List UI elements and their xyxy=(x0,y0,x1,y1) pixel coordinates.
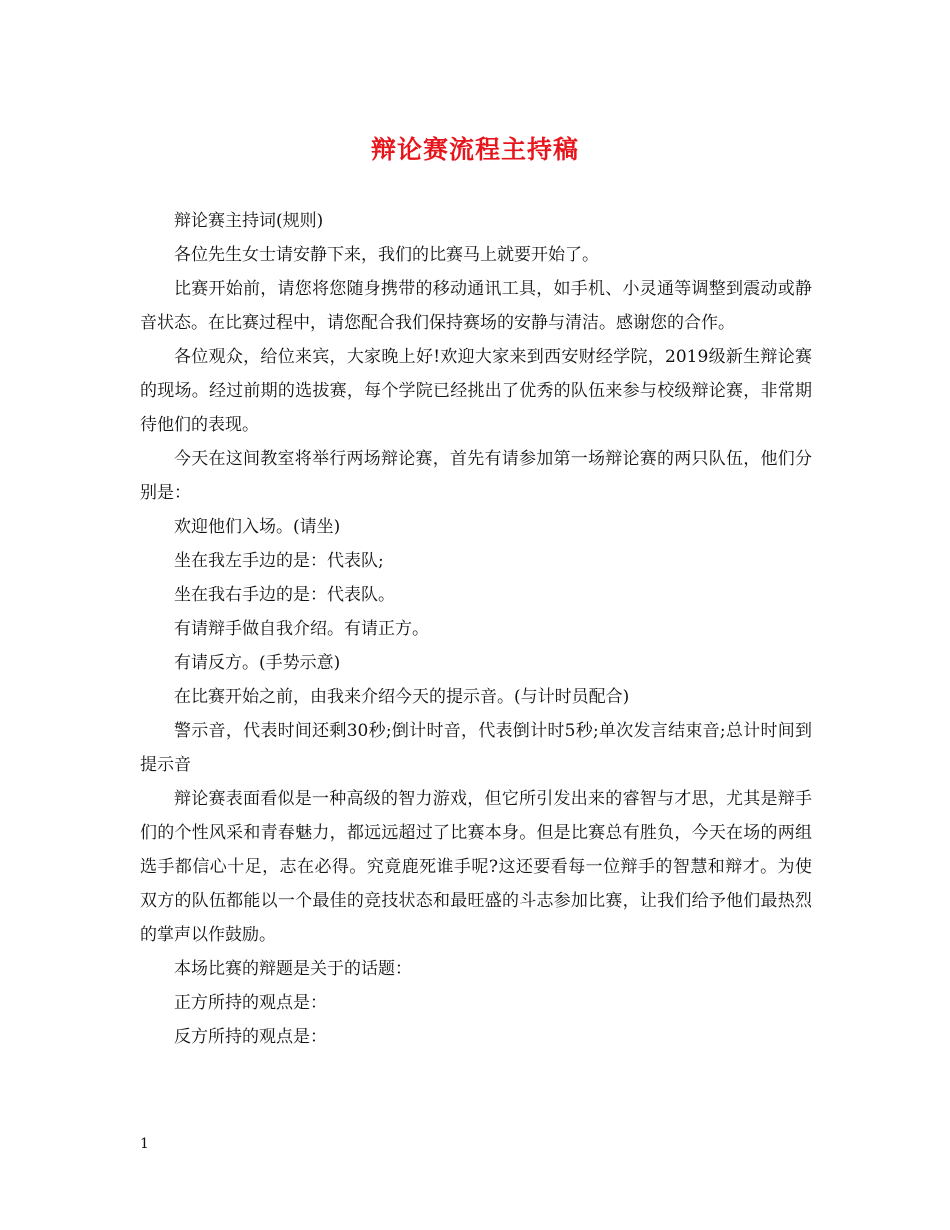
paragraph: 比赛开始前，请您将您随身携带的移动通讯工具，如手机、小灵通等调整到震动或静音状态。在比赛过程中，请您配合我们保持赛场的安静与清洁。感谢您的合作。 xyxy=(140,279,812,333)
paragraph: 欢迎他们入场。(请坐) xyxy=(174,517,341,537)
paragraph: 在比赛开始之前，由我来介绍今天的提示音。(与计时员配合) xyxy=(174,687,630,707)
paragraph: 正方所持的观点是： xyxy=(174,993,327,1013)
paragraph: 坐在我左手边的是：代表队; xyxy=(174,551,384,571)
paragraph: 今天在这间教室将举行两场辩论赛，首先有请参加第一场辩论赛的两只队伍，他们分别是： xyxy=(140,449,812,503)
paragraph: 各位先生女士请安静下来，我们的比赛马上就要开始了。 xyxy=(174,245,599,265)
paragraph: 辩论赛主持词(规则) xyxy=(174,211,324,231)
paragraph: 有请辩手做自我介绍。有请正方。 xyxy=(174,619,429,639)
paragraph: 反方所持的观点是： xyxy=(174,1027,327,1047)
paragraph: 警示音，代表时间还剩30秒;倒计时音，代表倒计时5秒;单次发言结束音;总计时间到提示音 xyxy=(140,721,812,775)
paragraph: 辩论赛表面看似是一种高级的智力游戏，但它所引发出来的睿智与才思，尤其是辩手们的个性风采和青春魅力，都远远超过了比赛本身。但是比赛总有胜负，今天在场的两组选手都信心十足，志在必得。究竟鹿死谁手呢?这还要看每一位辩手的智慧和辩才。为使双方的队伍都能以一个最佳的竞技状态和最旺盛的斗志参加比赛，让我们给予他们最热烈的掌声以作鼓励。 xyxy=(140,789,812,945)
paragraph: 本场比赛的辩题是关于的话题： xyxy=(174,959,412,979)
paragraph: 有请反方。(手势示意) xyxy=(174,653,341,673)
page-number: 1 xyxy=(140,1136,149,1152)
paragraph: 各位观众，给位来宾，大家晚上好!欢迎大家来到西安财经学院，2019级新生辩论赛的现场。经过前期的选拔赛，每个学院已经挑出了优秀的队伍来参与校级辩论赛，非常期待他们的表现。 xyxy=(140,347,812,435)
paragraph: 坐在我右手边的是：代表队。 xyxy=(174,585,395,605)
document-body xyxy=(140,204,812,1054)
document-title: 辩论赛流程主持稿 xyxy=(370,135,579,164)
